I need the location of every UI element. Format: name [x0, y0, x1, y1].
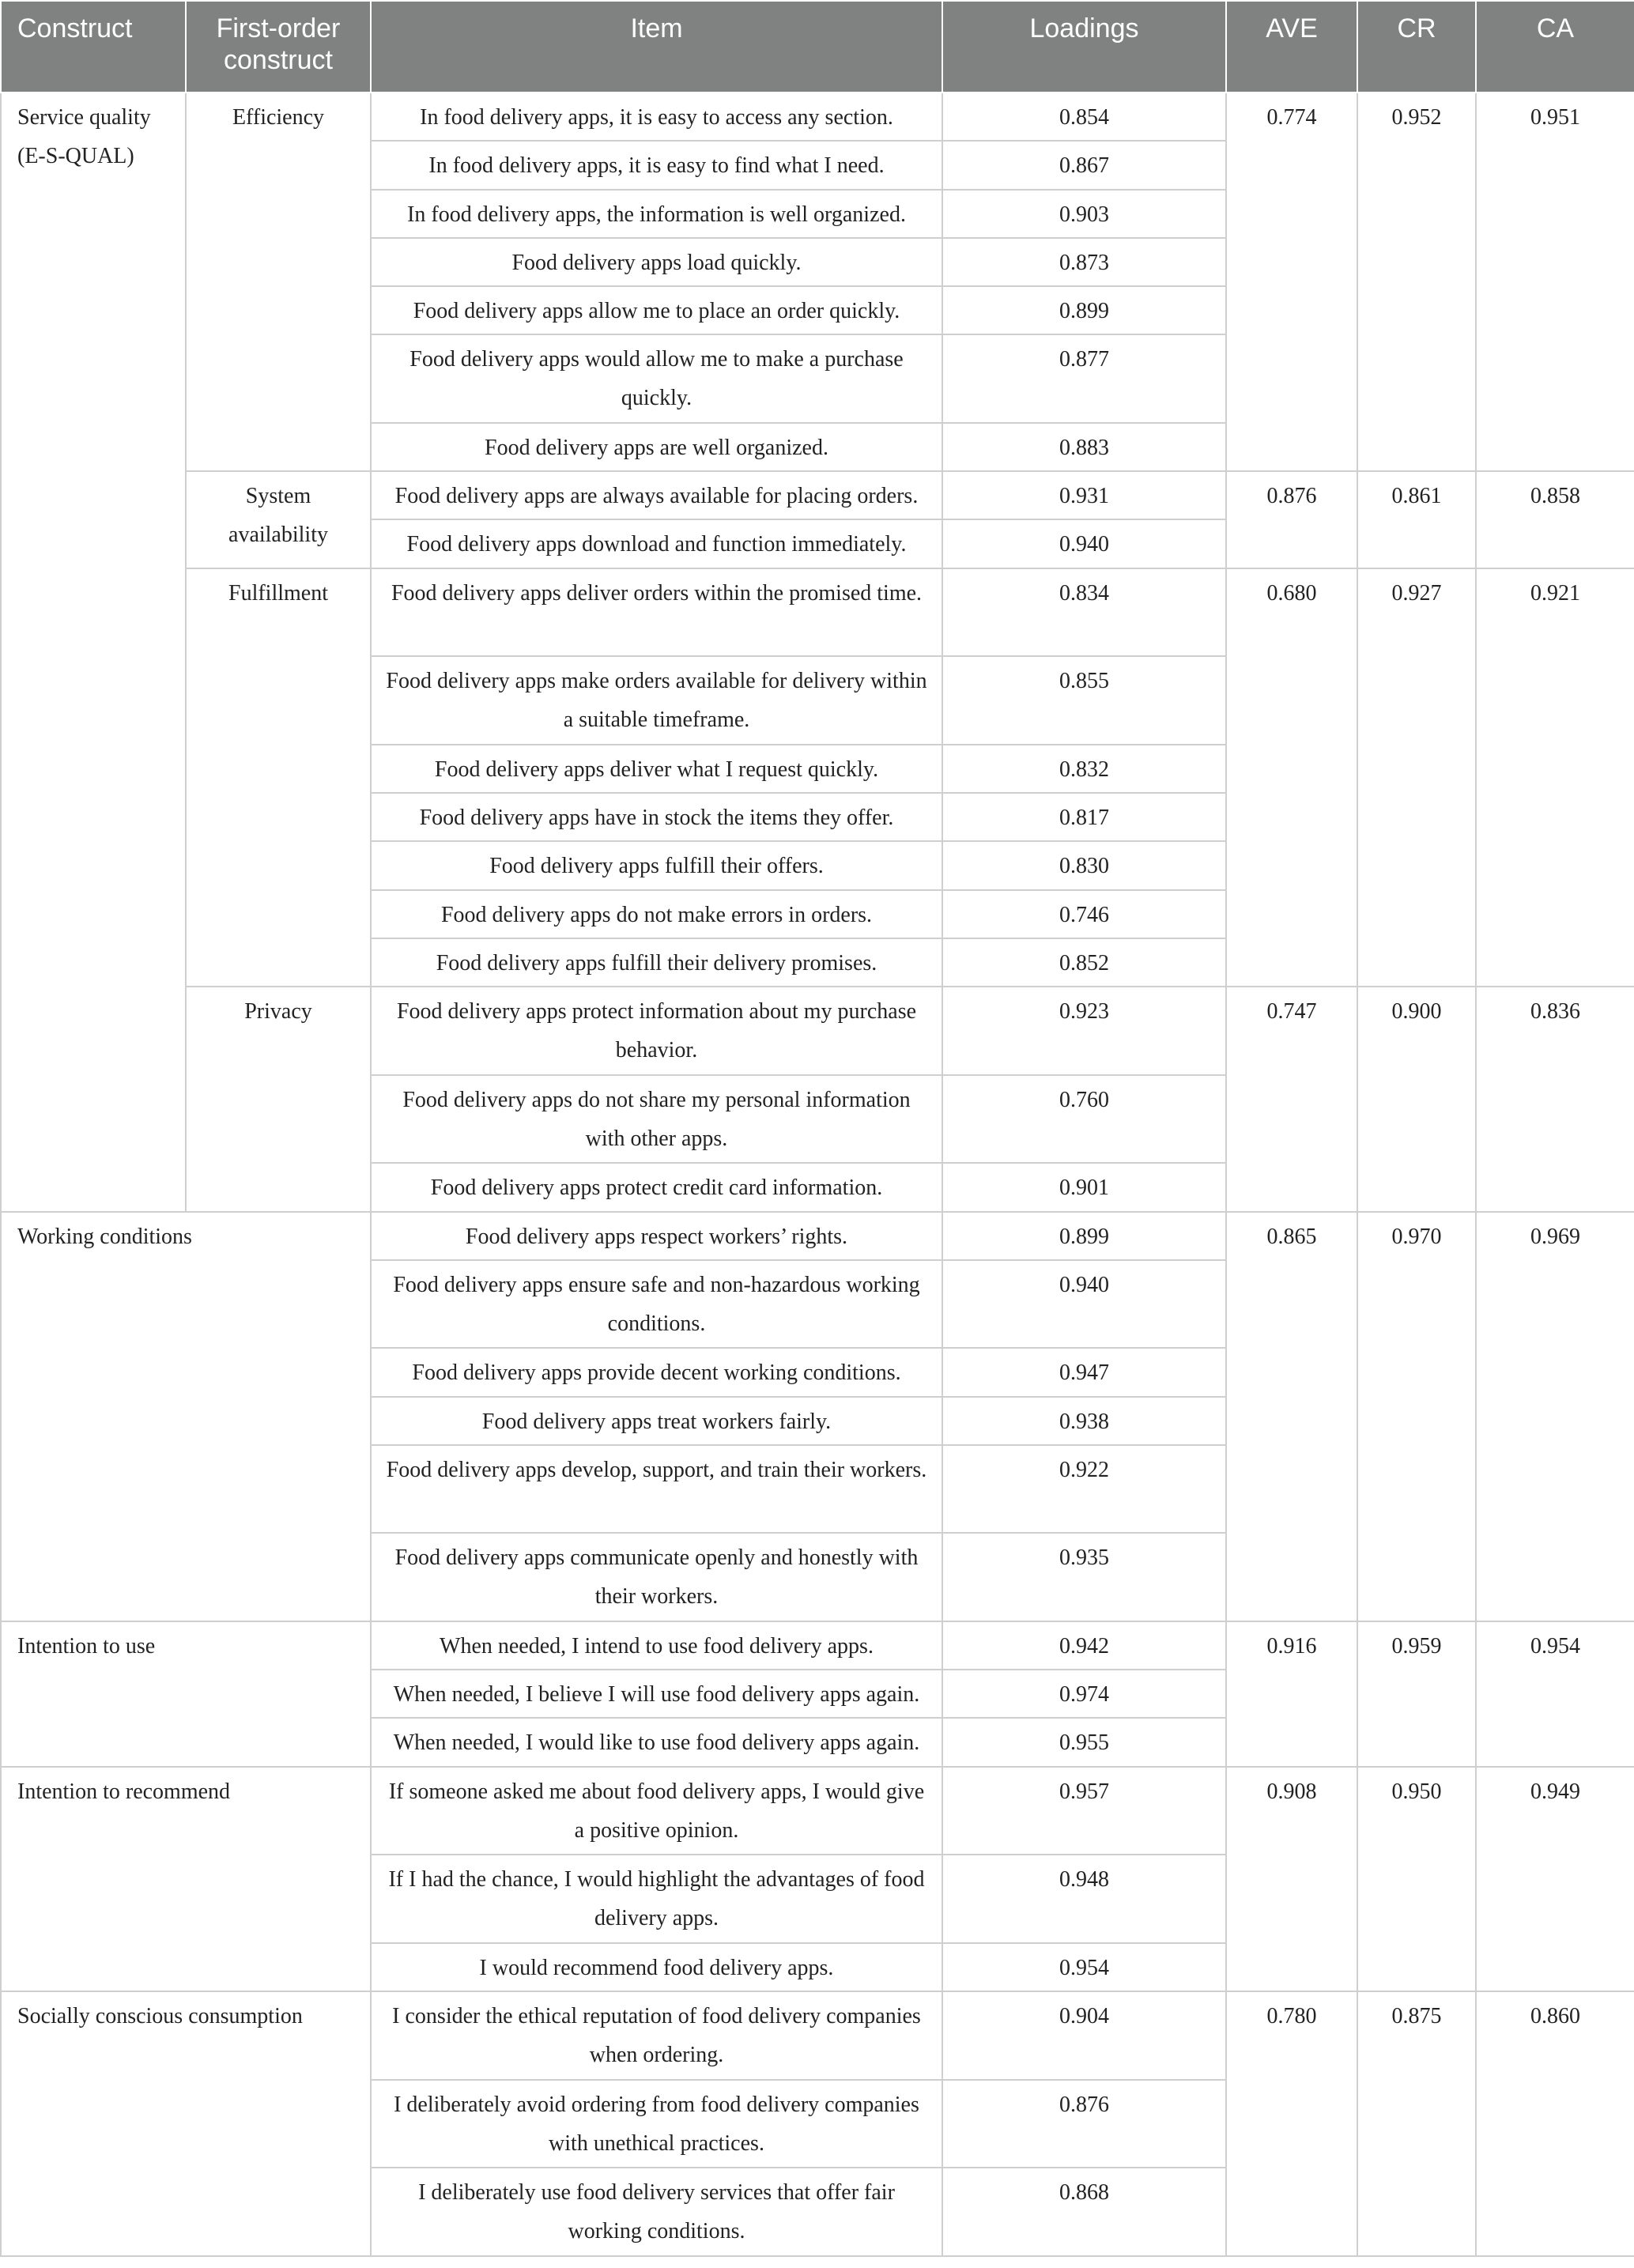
loading-cell: 0.903 — [942, 190, 1226, 238]
first-order-cell: System availability — [186, 471, 371, 568]
loading-cell: 0.947 — [942, 1348, 1226, 1396]
loading-cell: 0.923 — [942, 987, 1226, 1075]
ca-cell: 0.858 — [1476, 471, 1634, 568]
item-cell: Food delivery apps do not share my personal information with other apps. — [371, 1075, 942, 1164]
item-cell: I deliberately avoid ordering from food delivery companies with unethical practices. — [371, 2080, 942, 2168]
item-cell: In food delivery apps, it is easy to access any section. — [371, 92, 942, 141]
first-order-cell: Fulfillment — [186, 568, 371, 987]
item-cell: When needed, I intend to use food delivery apps. — [371, 1621, 942, 1670]
item-cell: Food delivery apps deliver orders within the promised time. — [371, 568, 942, 657]
item-cell: Food delivery apps communicate openly and honestly with their workers. — [371, 1533, 942, 1621]
ave-cell: 0.680 — [1226, 568, 1357, 987]
item-cell: Food delivery apps have in stock the items they offer. — [371, 793, 942, 841]
loading-cell: 0.873 — [942, 238, 1226, 286]
item-cell: Food delivery apps respect workers’ rights. — [371, 1212, 942, 1260]
construct-cell: Intention to use — [1, 1621, 371, 1767]
header-item: Item — [371, 1, 942, 92]
loading-cell: 0.867 — [942, 141, 1226, 189]
cr-cell: 0.950 — [1357, 1767, 1476, 1991]
loading-cell: 0.954 — [942, 1943, 1226, 1991]
loading-cell: 0.940 — [942, 1260, 1226, 1349]
loading-cell: 0.942 — [942, 1621, 1226, 1670]
cr-cell: 0.861 — [1357, 471, 1476, 568]
item-cell: If someone asked me about food delivery apps, I would give a positive opinion. — [371, 1767, 942, 1855]
loading-cell: 0.876 — [942, 2080, 1226, 2168]
construct-cell: Service quality (E-S-QUAL) — [1, 92, 186, 1212]
loading-cell: 0.855 — [942, 656, 1226, 745]
ave-cell: 0.780 — [1226, 1991, 1357, 2256]
ave-cell: 0.747 — [1226, 987, 1357, 1211]
item-cell: Food delivery apps are well organized. — [371, 423, 942, 471]
loading-cell: 0.974 — [942, 1670, 1226, 1718]
loading-cell: 0.904 — [942, 1991, 1226, 2080]
header-row — [1, 1, 1634, 92]
loading-cell: 0.938 — [942, 1397, 1226, 1445]
loading-cell: 0.948 — [942, 1855, 1226, 1943]
first-order-cell: Privacy — [186, 987, 371, 1211]
table-header — [1, 1, 1634, 92]
ca-cell: 0.954 — [1476, 1621, 1634, 1767]
item-cell: Food delivery apps fulfill their delivery promises. — [371, 938, 942, 987]
table-row — [1, 568, 1634, 657]
table-row — [1, 471, 1634, 519]
item-cell: Food delivery apps provide decent working conditions. — [371, 1348, 942, 1396]
loading-cell: 0.922 — [942, 1445, 1226, 1534]
item-cell: Food delivery apps deliver what I request quickly. — [371, 745, 942, 793]
cr-cell: 0.959 — [1357, 1621, 1476, 1767]
header-loadings: Loadings — [942, 1, 1226, 92]
cr-cell: 0.927 — [1357, 568, 1476, 987]
table-row — [1, 92, 1634, 141]
table-body — [1, 92, 1634, 2256]
loading-cell: 0.901 — [942, 1163, 1226, 1211]
ave-cell: 0.876 — [1226, 471, 1357, 568]
item-cell: Food delivery apps allow me to place an order quickly. — [371, 286, 942, 334]
item-cell: Food delivery apps treat workers fairly. — [371, 1397, 942, 1445]
loading-cell: 0.955 — [942, 1718, 1226, 1766]
ca-cell: 0.951 — [1476, 92, 1634, 471]
ca-cell: 0.949 — [1476, 1767, 1634, 1991]
loading-cell: 0.817 — [942, 793, 1226, 841]
item-cell: Food delivery apps download and function immediately. — [371, 519, 942, 568]
item-cell: When needed, I would like to use food delivery apps again. — [371, 1718, 942, 1766]
loading-cell: 0.957 — [942, 1767, 1226, 1855]
header-ave: AVE — [1226, 1, 1357, 92]
cr-cell: 0.970 — [1357, 1212, 1476, 1621]
item-cell: If I had the chance, I would highlight the advantages of food delivery apps. — [371, 1855, 942, 1943]
loading-cell: 0.832 — [942, 745, 1226, 793]
header-construct: Construct — [1, 1, 186, 92]
item-cell: Food delivery apps ensure safe and non-hazardous working conditions. — [371, 1260, 942, 1349]
item-cell: I consider the ethical reputation of food delivery companies when ordering. — [371, 1991, 942, 2080]
item-cell: When needed, I believe I will use food delivery apps again. — [371, 1670, 942, 1718]
item-cell: Food delivery apps protect information about my purchase behavior. — [371, 987, 942, 1075]
header-cr: CR — [1357, 1, 1476, 92]
construct-cell: Socially conscious consumption — [1, 1991, 371, 2256]
loading-cell: 0.935 — [942, 1533, 1226, 1621]
cr-cell: 0.875 — [1357, 1991, 1476, 2256]
cr-cell: 0.900 — [1357, 987, 1476, 1211]
construct-cell: Working conditions — [1, 1212, 371, 1621]
item-cell: In food delivery apps, the information is well organized. — [371, 190, 942, 238]
ca-cell: 0.860 — [1476, 1991, 1634, 2256]
item-cell: In food delivery apps, it is easy to find what I need. — [371, 141, 942, 189]
loading-cell: 0.868 — [942, 2168, 1226, 2256]
ave-cell: 0.908 — [1226, 1767, 1357, 1991]
item-cell: Food delivery apps develop, support, and train their workers. — [371, 1445, 942, 1534]
loading-cell: 0.899 — [942, 1212, 1226, 1260]
ave-cell: 0.916 — [1226, 1621, 1357, 1767]
construct-cell: Intention to recommend — [1, 1767, 371, 1991]
ave-cell: 0.865 — [1226, 1212, 1357, 1621]
loading-cell: 0.760 — [942, 1075, 1226, 1164]
item-cell: I would recommend food delivery apps. — [371, 1943, 942, 1991]
item-cell: Food delivery apps do not make errors in orders. — [371, 890, 942, 938]
ca-cell: 0.969 — [1476, 1212, 1634, 1621]
ca-cell: 0.921 — [1476, 568, 1634, 987]
loading-cell: 0.931 — [942, 471, 1226, 519]
loading-cell: 0.830 — [942, 841, 1226, 889]
item-cell: I deliberately use food delivery services that offer fair working conditions. — [371, 2168, 942, 2256]
table-row — [1, 1767, 1634, 1855]
item-cell: Food delivery apps load quickly. — [371, 238, 942, 286]
table-row — [1, 1212, 1634, 1260]
ca-cell: 0.836 — [1476, 987, 1634, 1211]
item-cell: Food delivery apps fulfill their offers. — [371, 841, 942, 889]
loading-cell: 0.883 — [942, 423, 1226, 471]
table-row — [1, 987, 1634, 1075]
table-row — [1, 1991, 1634, 2080]
cr-cell: 0.952 — [1357, 92, 1476, 471]
ave-cell: 0.774 — [1226, 92, 1357, 471]
item-cell: Food delivery apps are always available for placing orders. — [371, 471, 942, 519]
header-ca: CA — [1476, 1, 1634, 92]
loading-cell: 0.877 — [942, 334, 1226, 423]
loading-cell: 0.899 — [942, 286, 1226, 334]
loading-cell: 0.940 — [942, 519, 1226, 568]
loading-cell: 0.746 — [942, 890, 1226, 938]
table-row — [1, 1621, 1634, 1670]
item-cell: Food delivery apps would allow me to make a purchase quickly. — [371, 334, 942, 423]
item-cell: Food delivery apps protect credit card information. — [371, 1163, 942, 1211]
loading-cell: 0.834 — [942, 568, 1226, 657]
loading-cell: 0.854 — [942, 92, 1226, 141]
header-first-order-construct: First-order construct — [186, 1, 371, 92]
item-cell: Food delivery apps make orders available for delivery within a suitable timeframe. — [371, 656, 942, 745]
first-order-cell: Efficiency — [186, 92, 371, 471]
loading-cell: 0.852 — [942, 938, 1226, 987]
